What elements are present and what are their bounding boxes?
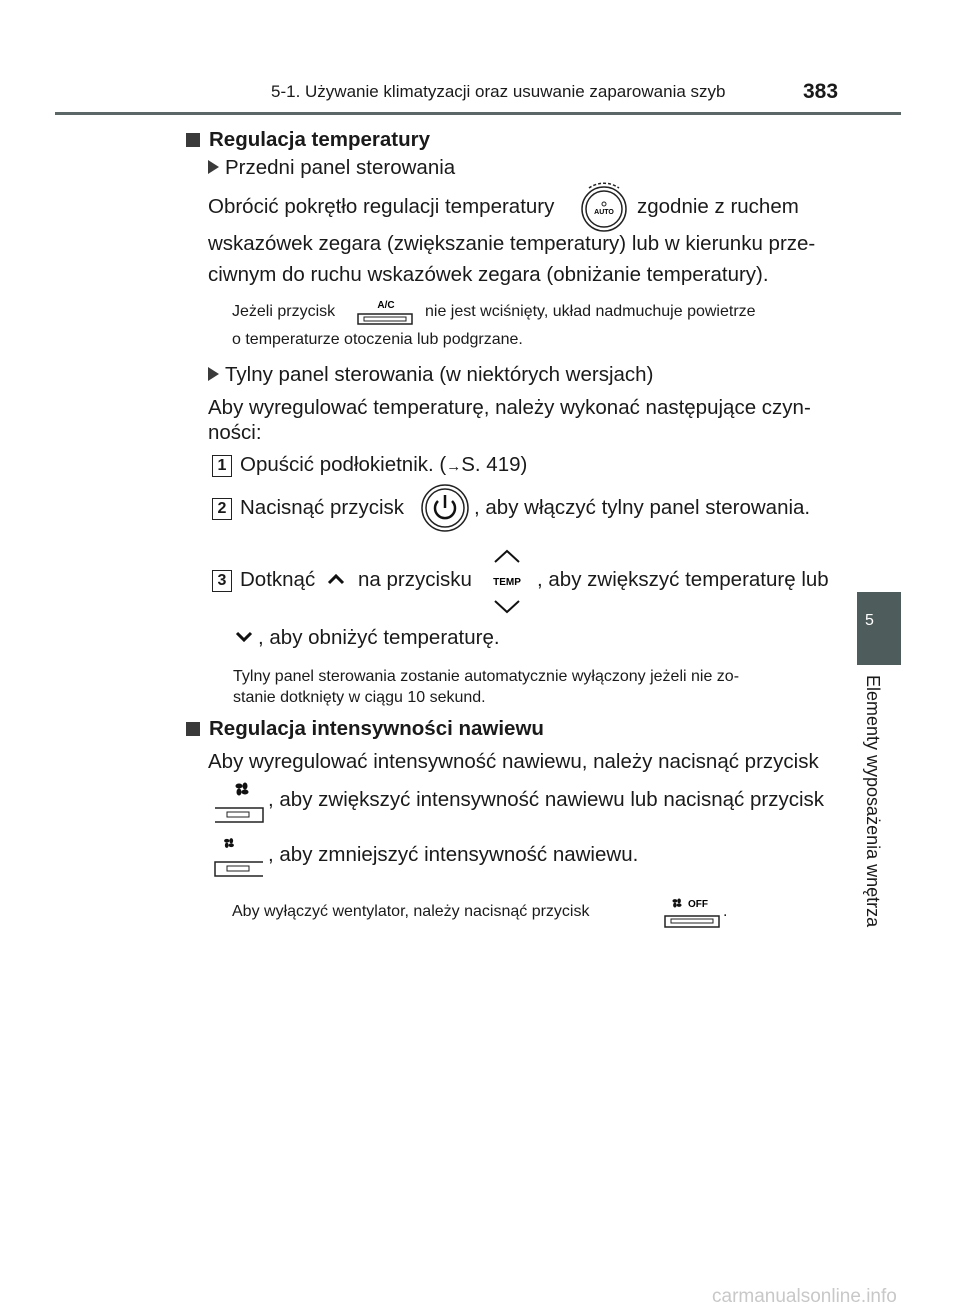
- ac-note-line2: o temperaturze otoczenia lub podgrzane.: [232, 331, 523, 348]
- rear-note2: stanie dotknięty w ciągu 10 sekund.: [233, 689, 486, 706]
- chevron-down-icon: [234, 630, 254, 644]
- ac-note-a: Jeżeli przycisk: [232, 303, 336, 320]
- step-text: Dotknąć: [240, 568, 316, 591]
- chapter-number: 5: [865, 612, 874, 629]
- triangle-bullet-icon: [208, 367, 219, 381]
- watermark: carmanualsonline.info: [712, 1286, 897, 1307]
- temp-button-icon: [490, 545, 524, 617]
- ac-button-icon: [356, 296, 414, 328]
- heading-temperature: [186, 128, 430, 152]
- fan-line2: , aby zwiększyć intensywność nawiewu lub nacisnąć przycisk: [268, 788, 825, 811]
- chapter-tab: [857, 592, 901, 665]
- front-line1b: zgodnie z ruchem: [637, 195, 799, 218]
- page-number: 383: [803, 80, 839, 103]
- temp-label: TEMP: [493, 577, 521, 588]
- rear-intro1: Aby wyregulować temperaturę, należy wykonać następujące czyn-: [208, 396, 811, 419]
- subheading-text: Tylny panel sterowania (w niektórych wersjach): [225, 363, 654, 386]
- arrow-icon: →: [446, 458, 462, 475]
- ac-note-b: nie jest wciśnięty, układ nadmuchuje powietrze: [425, 303, 756, 320]
- triangle-bullet-icon: [208, 160, 219, 174]
- off-label: OFF: [688, 899, 708, 910]
- subheading-rear: [208, 363, 653, 387]
- page-reference-link[interactable]: S. 419): [461, 453, 528, 476]
- ac-label: A/C: [377, 300, 395, 311]
- auto-knob-icon: [577, 180, 631, 234]
- rear-intro2: ności:: [208, 421, 262, 444]
- step-2a: [212, 496, 404, 520]
- section-title: 5-1. Używanie klimatyzacji oraz usuwanie zaparowania szyb: [271, 82, 726, 101]
- step-number: 1: [212, 455, 232, 477]
- fan-off-note: Aby wyłączyć wentylator, należy nacisnąć przycisk: [232, 903, 590, 920]
- square-bullet-icon: [186, 722, 200, 736]
- step-3d: , aby obniżyć temperaturę.: [258, 626, 500, 649]
- step-3b: na przycisku: [358, 568, 472, 591]
- power-button-icon: [420, 483, 470, 533]
- step-3a: [212, 568, 315, 592]
- subheading-text: Przedni panel sterowania: [225, 156, 456, 179]
- step-2b: , aby włączyć tylny panel sterowania.: [474, 496, 811, 519]
- knob-label: AUTO: [594, 209, 614, 216]
- chevron-up-icon: [326, 572, 346, 586]
- step-number: 3: [212, 570, 232, 592]
- header-rule: [55, 112, 901, 115]
- front-line1a: Obrócić pokrętło regulacji temperatury: [208, 195, 555, 218]
- step-3c: , aby zwiększyć temperaturę lub: [537, 568, 829, 591]
- chapter-title: Elementy wyposażenia wnętrza: [863, 675, 883, 928]
- heading-text: Regulacja intensywności nawiewu: [209, 717, 544, 740]
- front-line3: ciwnym do ruchu wskazówek zegara (obniżanie temperatury).: [208, 263, 769, 286]
- subheading-front: [208, 156, 455, 180]
- step-1: [212, 453, 527, 479]
- fan-off-button-icon: [662, 894, 722, 930]
- step-number: 2: [212, 498, 232, 520]
- fan-off-note-end: .: [723, 903, 728, 920]
- square-bullet-icon: [186, 133, 200, 147]
- heading-fan: [186, 717, 544, 741]
- fan-up-button-icon: [213, 780, 265, 824]
- heading-text: Regulacja temperatury: [209, 128, 431, 151]
- step-text: Opuścić podłokietnik. (: [240, 453, 447, 476]
- front-line2: wskazówek zegara (zwiększanie temperatury) lub w kierunku prze-: [208, 232, 816, 255]
- rear-note1: Tylny panel sterowania zostanie automatycznie wyłączony jeżeli nie zo-: [233, 668, 740, 685]
- fan-line1: Aby wyregulować intensywność nawiewu, należy nacisnąć przycisk: [208, 750, 819, 773]
- step-text: Nacisnąć przycisk: [240, 496, 405, 519]
- fan-line3: , aby zmniejszyć intensywność nawiewu.: [268, 843, 639, 866]
- fan-down-button-icon: [213, 834, 265, 878]
